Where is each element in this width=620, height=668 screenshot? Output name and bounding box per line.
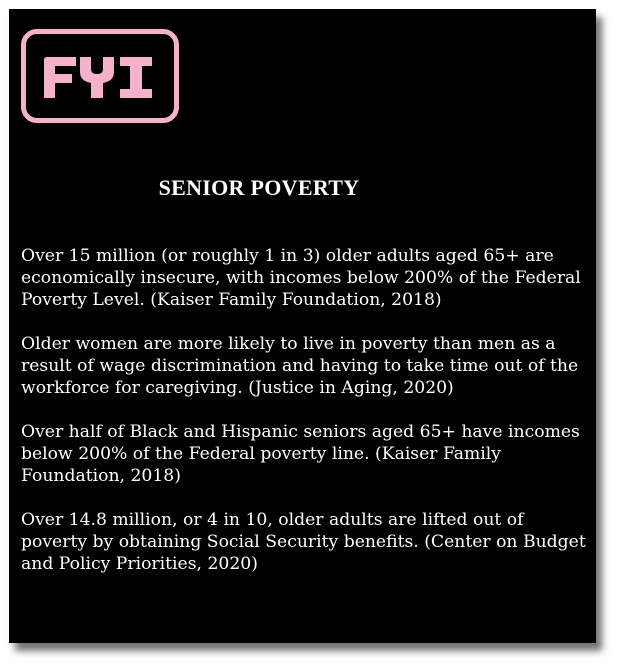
fyi-logo-lettering [42,56,160,100]
facts-list [21,245,591,597]
fact-paragraph: Older women are more likely to live in poverty than men as a result of wage discrimination and having to take time out of the workforce for caregiving. (Justice in Aging, 2020) [21,334,579,398]
fyi-logo [21,29,179,123]
fact-paragraph: Over 14.8 million, or 4 in 10, older adults are lifted out of poverty by obtaining Social Security benefits. (Center on Budget and Policy Priorities, 2020) [21,510,586,574]
fact-paragraph: Over half of Black and Hispanic seniors aged 65+ have incomes below 200% of the Federal poverty line. (Kaiser Family Foundation, 2018) [21,422,580,486]
info-card [9,9,596,643]
page-title: SENIOR POVERTY [158,175,360,200]
fact-paragraph: Over 15 million (or roughly 1 in 3) older adults aged 65+ are economically insecure, with incomes below 200% of the Federal Poverty Level. (Kaiser Family Foundation, 2018) [21,246,581,310]
